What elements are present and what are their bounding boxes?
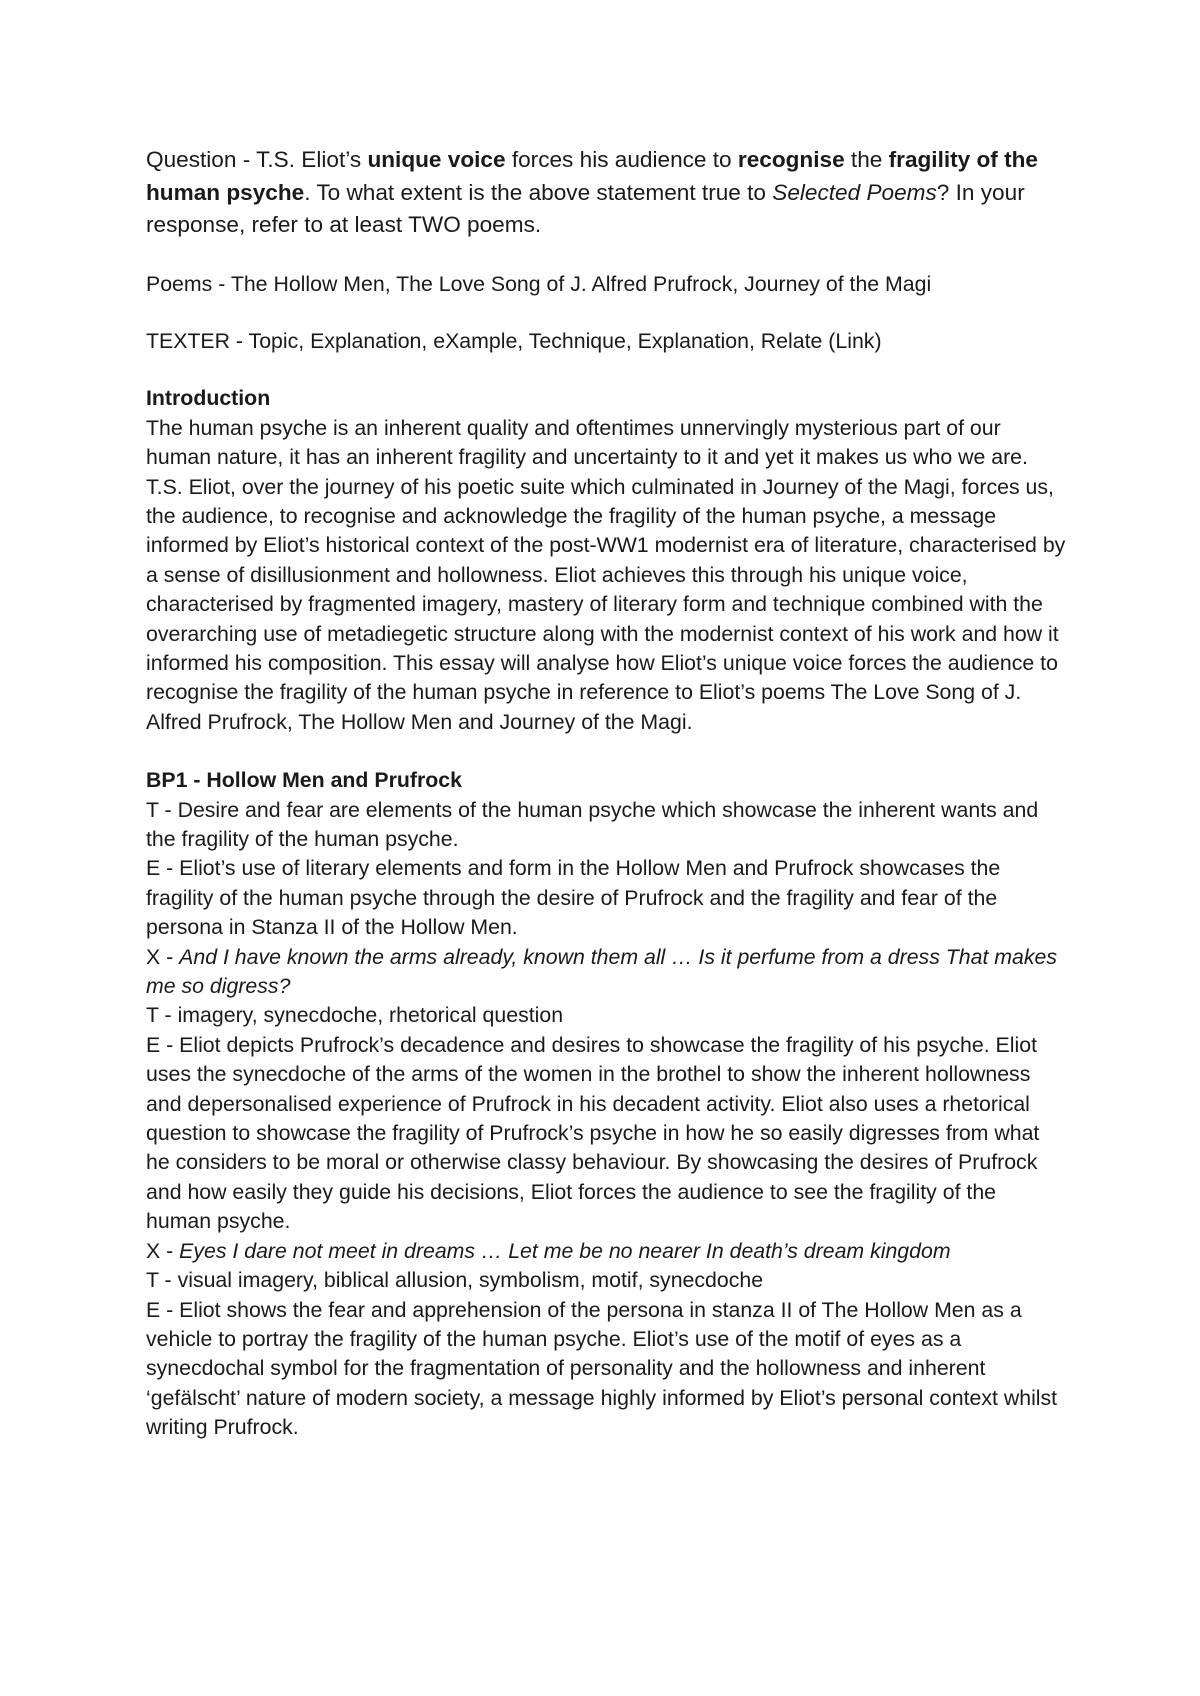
bp1-explanation — [146, 854, 1066, 942]
bp1-technique — [146, 1266, 1066, 1295]
item-prefix: E - — [146, 1297, 180, 1322]
item-text: Desire and fear are elements of the human psyche which showcase the inherent wants and the fragility of the human psyche. — [146, 797, 1039, 851]
document-page — [146, 144, 1066, 1472]
question-part-bold: recognise — [737, 147, 845, 172]
question-part: Question - T.S. Eliot’s — [146, 147, 368, 172]
item-text: Eliot shows the fear and apprehension of the persona in stanza II of The Hollow Men as a vehicle to portray the fragility of the human psyche. Eliot’s use of the motif of eyes as a synecdochal symbol for the fragmentation of personality and the hollowness and inherent ‘gefälscht’ nature of modern society, a message highly informed by Eliot’s personal context whilst writing Prufrock. — [146, 1297, 1058, 1440]
item-prefix: E - — [146, 856, 180, 881]
item-prefix: X - — [146, 1238, 180, 1263]
item-quote: And I have known the arms already, known them all … Is it perfume from a dress That makes me so digress? — [146, 944, 1058, 999]
bp1-topic — [146, 796, 1066, 855]
item-prefix: T - — [146, 797, 178, 822]
question-part-italic: Selected Poems — [772, 179, 937, 205]
question-part-bold: unique voice — [367, 147, 506, 172]
bp1-technique — [146, 1001, 1066, 1030]
introduction-heading: Introduction — [146, 386, 271, 411]
bp1-example — [146, 943, 1066, 1002]
question-part: the — [844, 147, 889, 172]
bp1-section — [146, 766, 1066, 1442]
bp1-explanation — [146, 1031, 1066, 1237]
item-prefix: E - — [146, 1032, 180, 1057]
texter-line: TEXTER - Topic, Explanation, eXample, Technique, Explanation, Relate (Link) — [146, 328, 882, 353]
item-text: Eliot’s use of literary elements and form in the Hollow Men and Prufrock showcases the fragility of the human psyche through the desire of Prufrock and the fragility and fear of the persona in Stanza II of the Hollow Men. — [146, 856, 1001, 940]
bp1-example — [146, 1237, 1066, 1266]
question-part: ? In your response, refer to at least TWO poems. — [146, 179, 1025, 237]
bp1-heading: BP1 - Hollow Men and Prufrock — [146, 768, 462, 793]
poems-line: Poems - The Hollow Men, The Love Song of J. Alfred Prufrock, Journey of the Magi — [146, 271, 932, 296]
question-part: forces his audience to — [505, 147, 738, 172]
item-text: visual imagery, biblical allusion, symbolism, motif, synecdoche — [177, 1268, 764, 1293]
bp1-explanation — [146, 1296, 1066, 1443]
item-quote: Eyes I dare not meet in dreams … Let me be no nearer In death’s dream kingdom — [179, 1238, 951, 1263]
introduction-section — [146, 384, 1066, 737]
item-prefix: T - — [146, 1003, 178, 1028]
question-part: . To what extent is the above statement true to — [304, 179, 773, 205]
item-text: imagery, synecdoche, rhetorical question — [177, 1003, 564, 1028]
essay-question — [146, 144, 1066, 242]
item-prefix: X - — [146, 944, 180, 969]
question-part-bold: fragility of the human psyche — [146, 147, 1038, 205]
item-text: Eliot depicts Prufrock’s decadence and desires to showcase the fragility of his psyche. Eliot uses the synecdoche of the arms of the women in the brothel to show the inherent hollowness and depersonalised experience of Prufrock in his decadent activity. Eliot also uses a rhetorical question to showcase the fragility of Prufrock’s psyche in how he so easily digresses from what he considers to be moral or otherwise classy behaviour. By showcasing the desires of Prufrock and how easily they guide his decisions, Eliot forces the audience to see the fragility of the human psyche. — [146, 1032, 1040, 1234]
introduction-body: The human psyche is an inherent quality and oftentimes unnervingly mysterious part of our human nature, it has an inherent fragility and uncertainty to it and yet it makes us who we are. T.S. Eliot, over the journey of his poetic suite which culminated in Journey of the Magi, forces us, the audience, to recognise and acknowledge the fragility of the human psyche, a message informed by Eliot’s historical context of the post-WW1 modernist era of literature, characterised by a sense of disillusionment and hollowness. Eliot achieves this through his unique voice, characterised by fragmented imagery, mastery of literary form and technique combined with the overarching use of metadiegetic structure along with the modernist context of his work and how it informed his composition. This essay will analyse how Eliot’s unique voice forces the audience to recognise the fragility of the human psyche in reference to Eliot’s poems The Love Song of J. Alfred Prufrock, The Hollow Men and Journey of the Magi. — [146, 415, 1066, 734]
item-prefix: T - — [146, 1268, 178, 1293]
